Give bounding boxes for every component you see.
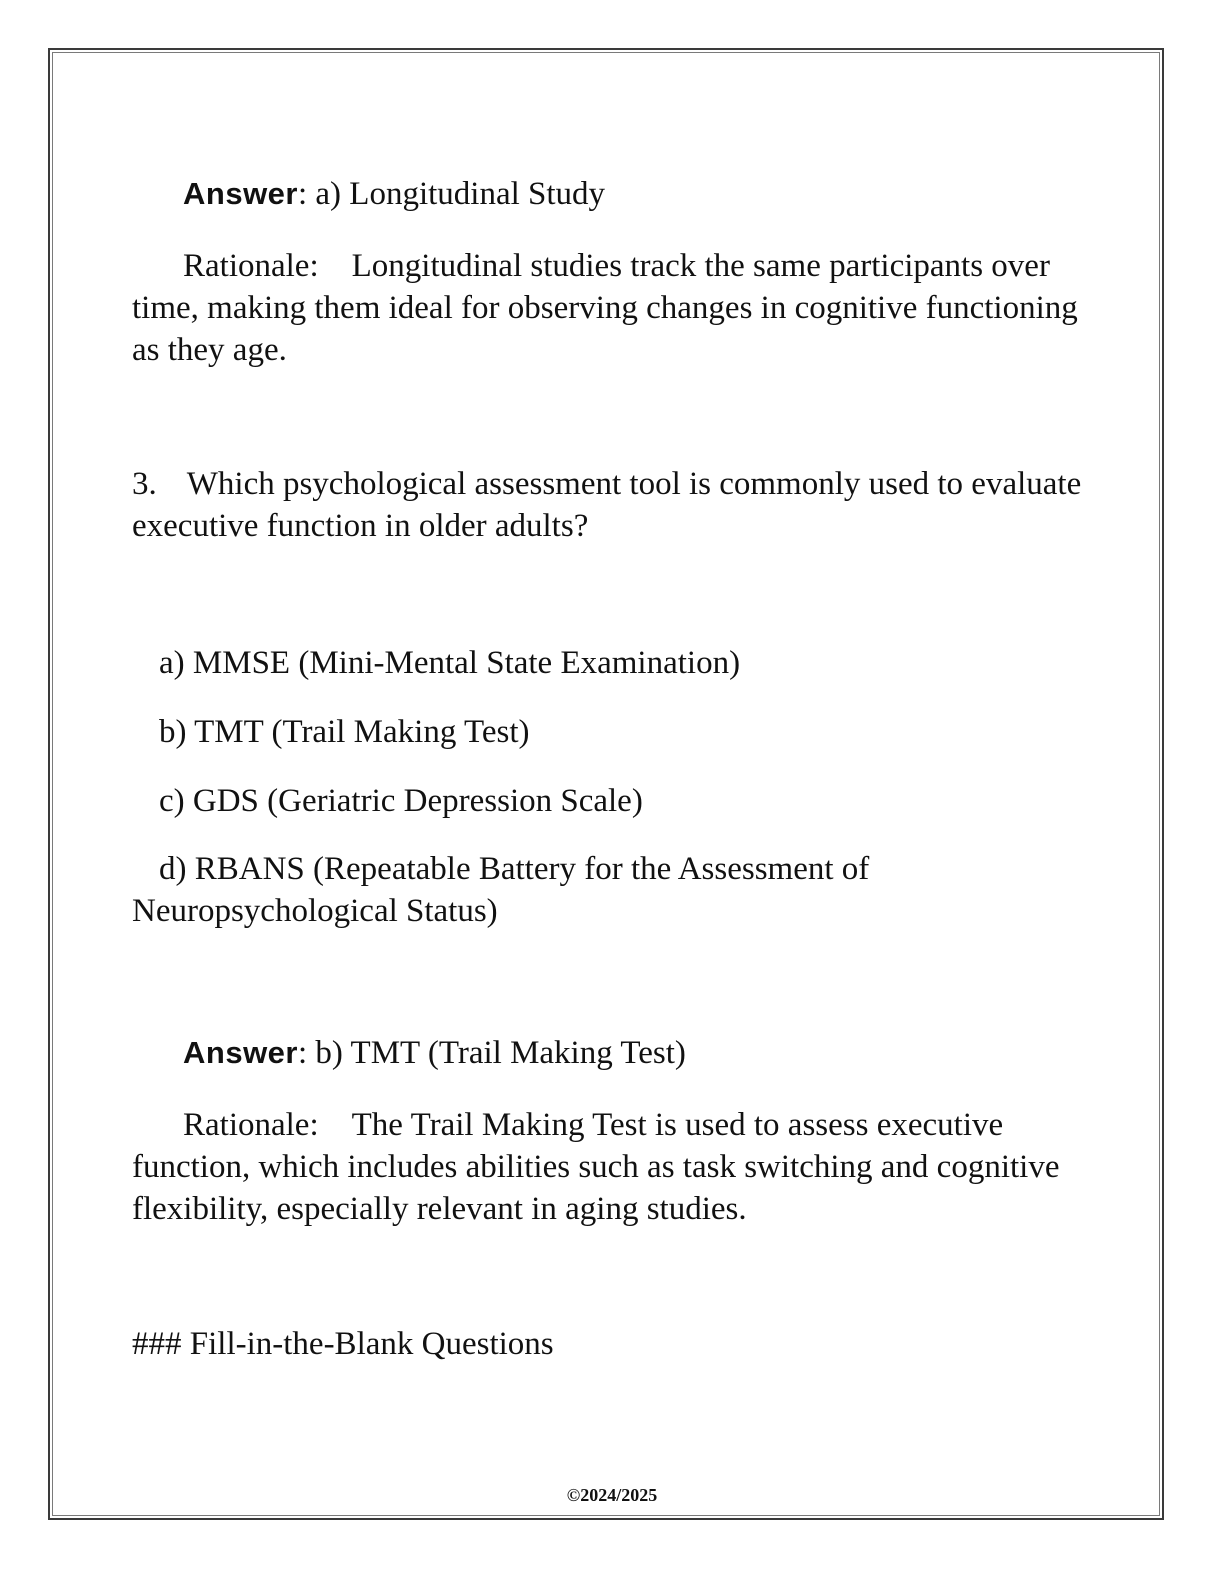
rationale-1-text: Longitudinal studies track the same participants over time, making them ideal for observing changes in cognitive functioning as they age.: [132, 248, 1078, 368]
rationale-3-text: The Trail Making Test is used to assess executive function, which includes abilities such as task switching and cognitive flexibility, especially relevant in aging studies.: [132, 1107, 1060, 1227]
answer-1: [132, 173, 1092, 215]
answer-3: [132, 1032, 1092, 1074]
rationale-3-label: Rationale:: [183, 1107, 319, 1143]
rationale-3: [132, 1104, 1092, 1230]
section-heading: ### Fill-in-the-Blank Questions: [132, 1326, 554, 1362]
copyright-footer: ©2024/2025: [566, 1485, 658, 1505]
rationale-1: [132, 245, 1092, 371]
answer-3-text: : b) TMT (Trail Making Test): [297, 1035, 686, 1071]
question-3-text: Which psychological assessment tool is commonly used to evaluate executive function in older adults?: [132, 466, 1082, 544]
rationale-1-label: Rationale:: [183, 248, 319, 284]
question-3: [132, 463, 1092, 547]
option-a: a) MMSE (Mini-Mental State Examination): [159, 645, 741, 681]
option-c: c) GDS (Geriatric Depression Scale): [159, 783, 643, 819]
answer-1-text: : a) Longitudinal Study: [297, 176, 606, 212]
answer-1-label: Answer: [183, 176, 298, 211]
answer-3-label: Answer: [183, 1035, 298, 1070]
option-d: d) RBANS (Repeatable Battery for the Assessment of Neuropsychological Status): [132, 851, 870, 929]
question-3-number: 3.: [132, 466, 157, 502]
option-b: b) TMT (Trail Making Test): [159, 714, 530, 750]
